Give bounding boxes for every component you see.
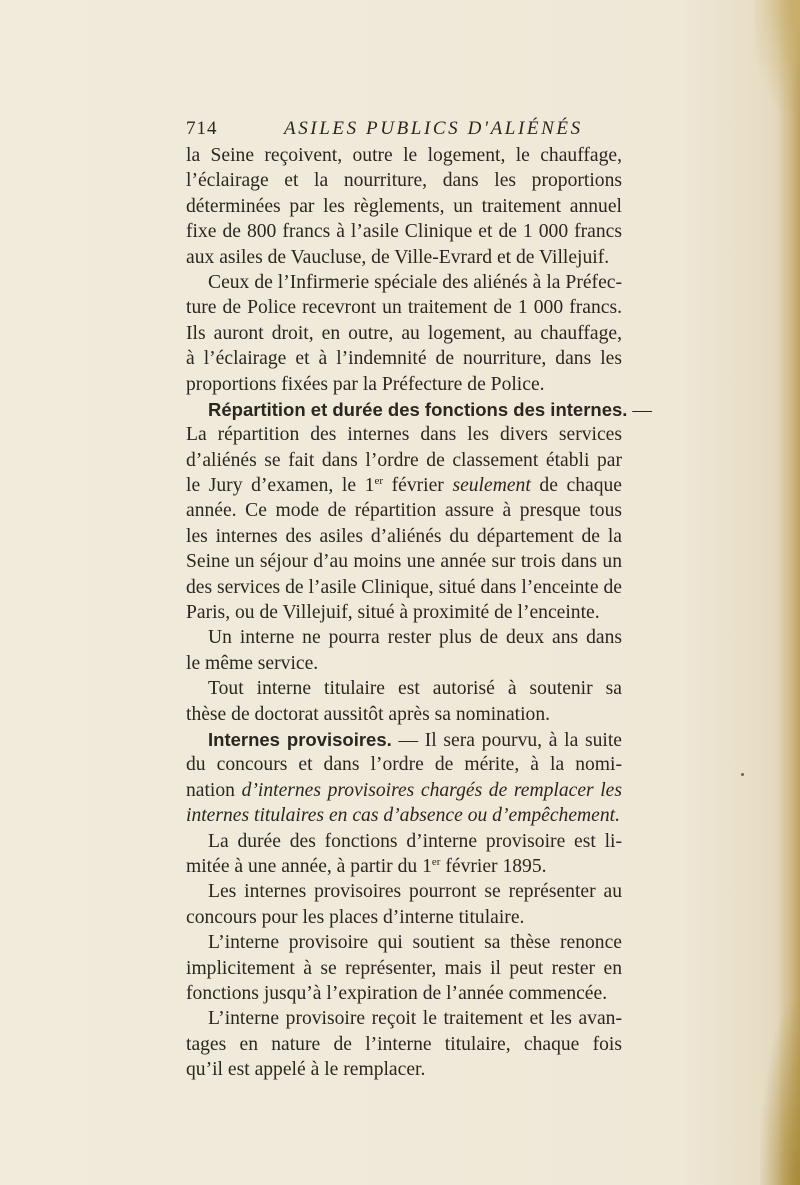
text-line: concours pour les places d’interne titulaire. (186, 906, 525, 928)
text-line: Seine un séjour d’au moins une année sur trois dans un (186, 551, 622, 573)
text-run: — Il sera pourvu, à la suite (391, 729, 622, 751)
section-heading-line (186, 727, 622, 752)
text-run: le Jury d’examen, le 1 (186, 475, 375, 497)
section-heading: Répartition et durée des fonctions des internes. (208, 398, 628, 420)
text-line: la Seine reçoivent, outre le logement, le chauffage, (186, 145, 622, 166)
text-line: implicitement à se représenter, mais il peut rester en (186, 957, 622, 979)
text-line: Un interne ne pourra rester plus de deux ans dans (208, 627, 622, 649)
running-header (186, 118, 606, 142)
text-line: Paris, ou de Villejuif, situé à proximité de l’enceinte. (186, 602, 600, 624)
text-run: février 1895. (440, 855, 547, 877)
italic-text-line: internes titulaires en cas d’absence ou d’empêchement. (186, 805, 621, 827)
text-line (186, 473, 622, 498)
text-line: Ils auront droit, en outre, au logement, au chauffage, (186, 322, 622, 344)
page-edge-stain-top (755, 0, 800, 110)
text-run: février (382, 475, 453, 497)
ink-speck (741, 773, 744, 776)
text-run: de chaque (530, 475, 623, 497)
body-text (186, 143, 652, 1082)
text-line: ture de Police recevront un traitement de 1 000 francs. (186, 297, 622, 319)
superscript: er (374, 475, 383, 488)
text-line: à l’éclairage et à l’indemnité de nourriture, dans les (186, 348, 622, 370)
section-heading: Internes provisoires. (208, 728, 392, 750)
italic-text: seulement (452, 475, 531, 497)
text-line: fonctions jusqu’à l’expiration de l’année commencée. (186, 982, 608, 1004)
text-line: La durée des fonctions d’interne provisoire est li- (208, 830, 622, 852)
text-line: tages en nature de l’interne titulaire, chaque fois (186, 1033, 622, 1055)
text-line: Les internes provisoires pourront se représenter au (208, 881, 622, 903)
text-run: nation (186, 779, 242, 801)
text-line (186, 778, 622, 803)
heading-dash: — (627, 399, 652, 421)
text-line: Ceux de l’Infirmerie spéciale des aliénés à la Préfec- (208, 271, 622, 293)
text-line: aux asiles de Vaucluse, de Ville-Evrard et de Villejuif. (186, 246, 610, 268)
text-line: Tout interne titulaire est autorisé à soutenir sa (208, 678, 622, 700)
text-line: les internes des asiles d’aliénés du département de la (186, 525, 622, 547)
text-line: déterminées par les règlements, un traitement annuel (186, 195, 622, 217)
text-line: l’éclairage et la nourriture, dans les proportions (186, 170, 622, 192)
text-line: proportions fixées par la Préfecture de Police. (186, 373, 545, 395)
text-line: année. Ce mode de répartition assure à presque tous (186, 500, 622, 522)
text-line: L’interne provisoire reçoit le traitement et les avan- (208, 1008, 622, 1030)
text-line: fixe de 800 francs à l’asile Clinique et de 1 000 francs (186, 221, 622, 243)
page-number: 714 (186, 118, 218, 139)
text-line: L’interne provisoire qui soutient sa thèse renonce (208, 932, 622, 954)
section-heading-line (186, 397, 652, 422)
italic-text: d’internes provisoires chargés de remplacer les (241, 779, 622, 801)
text-line: le même service. (186, 652, 319, 674)
text-line (186, 854, 622, 879)
text-line: des services de l’asile Clinique, situé dans l’enceinte de (186, 576, 622, 598)
running-title: ASILES PUBLICS D'ALIÉNÉS (284, 118, 583, 139)
page-edge-stain-bottom (760, 1005, 800, 1185)
text-line: d’aliénés se fait dans l’ordre de classement établi par (186, 449, 622, 471)
superscript: er (431, 855, 441, 868)
text-line: du concours et dans l’ordre de mérite, à la nomi- (186, 754, 622, 776)
text-line: La répartition des internes dans les divers services (186, 424, 622, 446)
text-line: qu’il est appelé à le remplacer. (186, 1059, 426, 1081)
text-line: thèse de doctorat aussitôt après sa nomination. (186, 703, 551, 725)
text-run: mitée à une année, à partir du 1 (186, 855, 432, 877)
